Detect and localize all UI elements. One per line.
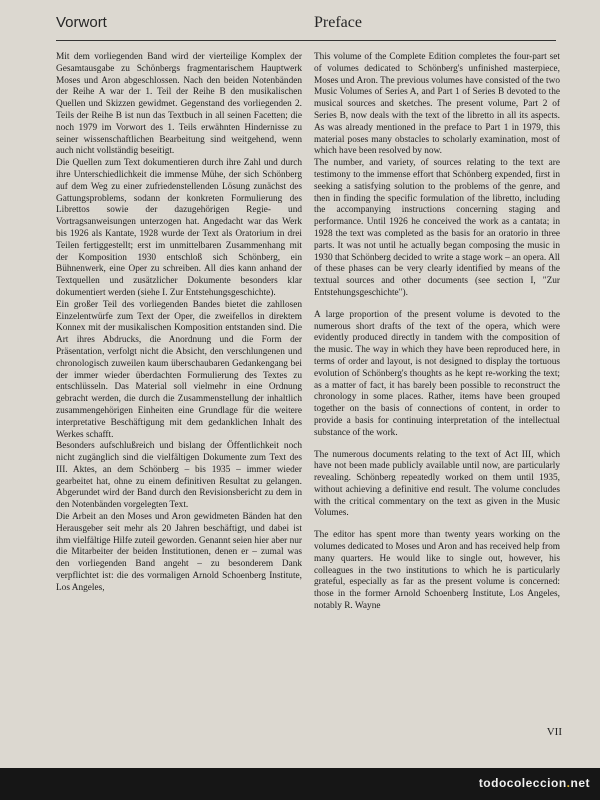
english-paragraph: The number, and variety, of sources relating to the text are testimony to the immense effort that Schönberg expended, first in seeking a satisfying solution to the problems of the genre, and then in finding the specific formulation of the libretto, including the accompanying instructions concerning staging and performance. Until 1926 he conceived the work as a cantata; in 1928 the text was completed as the basis for an oratorio in three parts. It was not until he actually began composing the music in 1930 that Schönberg decided to write a stage work – an opera. All of these phases can be very clearly identified by means of the textual sources and other documents (see section I, "Zur Entstehungsgeschichte"). [314,158,560,298]
german-paragraph: Besonders aufschlußreich und bislang der Öffentlichkeit noch nicht zugänglich sind die vielfältigen Dokumente zum Text des III. Aktes, an dem Schönberg – bis 1935 – immer wieder gearbeitet hat, ohne zu einem definitiven Resultat zu gelangen. Abgerundet wird der Band durch den Revisionsbericht zu dem in den Notenbänden vorgelegten Text. [56,441,302,511]
english-paragraph: A large proportion of the present volume is devoted to the numerous short drafts of the text of the opera, which were evidently produced directly in tandem with the composition of the music. The way in which they have been reproduced here, in terms of order and layout, is not designed to display the tortuous evolution of Schönberg's thoughts as he kept re-working the text; as a matter of fact, it has barely been possible to reconstruct the chronology in some places. Rather, items have been grouped together on the basis of connections of content, in order to provide a basis for continuing interpretation of the intellectual substance of the work. [314,309,560,438]
german-paragraph: Ein großer Teil des vorliegenden Bandes bietet die zahllosen Einzelentwürfe zum Text der Oper, die zweifellos in direktem Konnex mit der musikalischen Komposition entstanden sind. Die Art ihres Abdrucks, die Anordnung und die Form der Präsentation, verfolgt nicht die Absicht, den verschlungenen und chronologisch zuweilen kaum überschaubaren Gedankengang bei der immer wieder überdachten Formulierung des Textes zu entschlüsseln. Das Material soll vielmehr in eine Ordnung gebracht werden, die durch die Zusammenstellung der inhaltlich zusammengehörigen Einheiten eine Grundlage für die weitere interpretative Beschäftigung mit dem gedanklichen Inhalt des Werkes schafft. [56,299,302,440]
vorwort-heading: Vorwort [56,14,107,31]
german-text [56,52,302,595]
german-paragraph: Die Quellen zum Text dokumentieren durch ihre Zahl und durch ihre Unterschiedlichkeit die immense Mühe, der sich Schönberg auf dem Weg zu einer zufriedenstellenden Lösung zunächst des Gattungsproblems, sodann der konkreten Formulierung des Librettos sowie der dazugehörigen Regie- und Vortragsanweisungen unterzogen hat. Angedacht war das Werk bis 1926 als Kantate, 1928 wurde der Text als Oratorium in drei Teilen fertiggestellt; erst im unmittelbaren Zusammenhang mit der Komposition 1930 entschloß sich Schönberg, ein Bühnenwerk, eine Oper zu schreiben. All dies kann anhand der Textquellen und zusätzlicher Dokumente besonders klar dokumentiert werden (siehe I. Zur Entstehungsgeschichte). [56,158,302,298]
english-text [314,52,560,613]
photo-footer [0,768,600,800]
german-paragraph: Die Arbeit an den Moses und Aron gewidmeten Bänden hat den Herausgeber seit mehr als 20 Jahren beschäftigt, und dabei ist ihm vielfältige Hilfe zuteil geworden. Genannt seien hier aber nur die Mitarbeiter der beiden Institutionen, denen er – zumal was den vorliegenden Band angeht – zu besonderem Dank verpflichtet ist: die des vormaligen Arnold Schoenberg Institute, Los Angeles, [56,512,302,593]
german-paragraph: Mit dem vorliegenden Band wird der vierteilige Komplex der Gesamtausgabe zu Schönbergs fragmentarischem Hauptwerk Moses und Aron abgeschlossen. Nach den beiden Notenbänden der Reihe A war der 1. Teil der Reihe B den musikalischen Quellen und Skizzen gewidmet. Gegenstand des vorliegenden 2. Teils der Reihe B ist nun das Textbuch in all seinen Facetten; die noch 1979 im Vorwort des 1. Teils erwähnten Hindernisse zu seiner wissenschaftlichen Bearbeitung sind weitgehend, wenn auch nicht vollständig beseitigt. [56,52,302,157]
watermark-suffix: net [570,776,590,790]
header-rule [56,40,556,41]
watermark-dot: . [566,776,571,790]
preface-heading: Preface [314,14,362,31]
watermark-brand: todocoleccion [478,776,567,790]
page-number: VII [546,726,562,738]
watermark [479,776,590,790]
english-paragraph: The editor has spent more than twenty years working on the volumes dedicated to Moses und Aron and has received help from many quarters. He would like to single out, however, his colleagues in the two institutions to which he is particularly grateful, especially as far as the present volume is concerned: those in the former Arnold Schoenberg Institute, Los Angeles, notably R. Wayne [314,530,560,612]
english-paragraph: This volume of the Complete Edition completes the four-part set of volumes dedicated to Schönberg's unfinished masterpiece, Moses und Aron. The previous volumes have consisted of the two Music Volumes of Series A, and Part 1 of Series B devoted to the musical sources and sketches. The present volume, Part 2 of Series B, now deals with the text of the libretto in all its aspects. As was already mentioned in the preface to Part 1 in 1979, this material poses many obstacles to scholarly examination, most of which have been resolved by now. [314,52,560,157]
english-paragraph: The numerous documents relating to the text of Act III, which have not been made publicly available until now, are particularly revealing. Schönberg repeatedly worked on them until 1935, without achieving a definitive end result. The volume concludes with the critical commentary on the text as given in the Music Volumes. [314,449,560,519]
